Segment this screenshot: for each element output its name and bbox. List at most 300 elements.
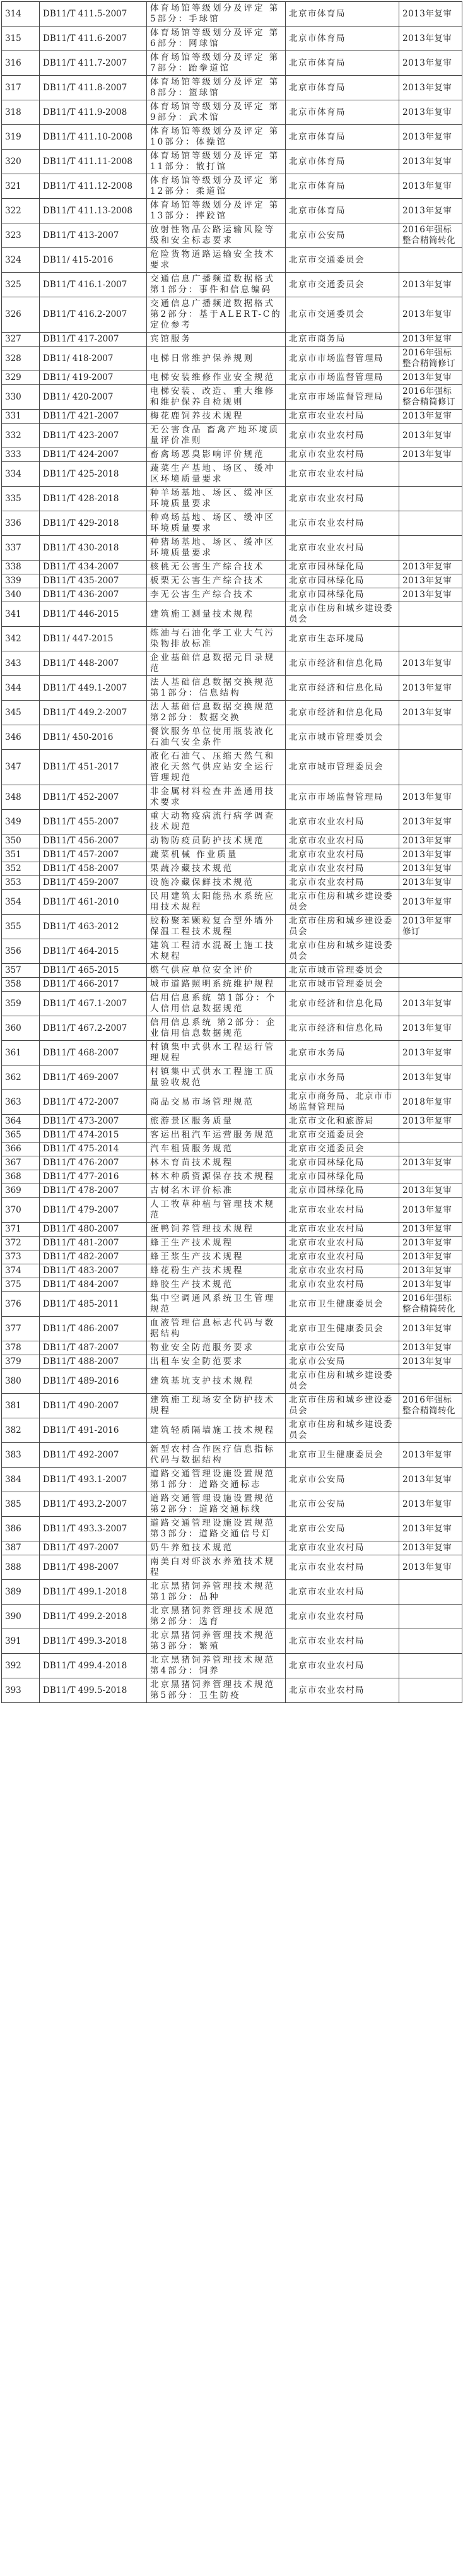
- remark-cell: [399, 462, 462, 487]
- standard-code-cell: DB11/T 493.2-2007: [40, 1492, 147, 1517]
- department-cell: 北京市农业农村局: [286, 1555, 399, 1580]
- standard-name-cell: 炼油与石油化学工业大气污染物排放标准: [147, 627, 286, 651]
- standard-name-cell: 奶牛养殖技术规范: [147, 1541, 286, 1555]
- row-number-cell: 332: [2, 424, 40, 448]
- department-cell: 北京市园林绿化局: [286, 561, 399, 574]
- standard-code-cell: DB11/T 423-2007: [40, 424, 147, 448]
- row-number-cell: 375: [2, 1278, 40, 1292]
- row-number-cell: 390: [2, 1605, 40, 1629]
- row-number-cell: 319: [2, 125, 40, 150]
- table-row: [2, 487, 462, 511]
- department-cell: 北京市农业农村局: [286, 1629, 399, 1654]
- department-cell: 北京市农业农村局: [286, 1654, 399, 1678]
- table-row: [2, 1492, 462, 1517]
- remark-cell: [399, 1654, 462, 1678]
- standard-code-cell: DB11/T 486-2007: [40, 1317, 147, 1341]
- remark-cell: 2013年复审: [399, 862, 462, 876]
- department-cell: 北京市体育局: [286, 125, 399, 150]
- remark-cell: 2013年复审: [399, 992, 462, 1016]
- table-row: [2, 1264, 462, 1278]
- standard-code-cell: DB11/ 447-2015: [40, 627, 147, 651]
- row-number-cell: 351: [2, 848, 40, 862]
- table-row: [2, 1016, 462, 1041]
- standard-code-cell: DB11/T 417-2007: [40, 333, 147, 347]
- row-number-cell: 334: [2, 462, 40, 487]
- standard-code-cell: DB11/T 466-2017: [40, 978, 147, 992]
- row-number-cell: 385: [2, 1492, 40, 1517]
- standard-code-cell: DB11/T 482-2007: [40, 1250, 147, 1264]
- table-row: [2, 385, 462, 410]
- remark-cell: 2013年复审: [399, 848, 462, 862]
- standard-name-cell: 北京黑猪饲养管理技术规范 第4部分：饲养: [147, 1654, 286, 1678]
- remark-cell: 2013年复审: [399, 1341, 462, 1355]
- table-row: [2, 876, 462, 890]
- standard-code-cell: DB11/T 411.5-2007: [40, 2, 147, 27]
- table-row: [2, 1292, 462, 1317]
- row-number-cell: 353: [2, 876, 40, 890]
- department-cell: 北京市农业农村局: [286, 424, 399, 448]
- row-number-cell: 381: [2, 1394, 40, 1418]
- row-number-cell: 315: [2, 27, 40, 51]
- department-cell: 北京市农业农村局: [286, 487, 399, 511]
- department-cell: 北京市市场监督管理局: [286, 785, 399, 810]
- department-cell: 北京市园林绿化局: [286, 574, 399, 588]
- row-number-cell: 350: [2, 834, 40, 848]
- standard-code-cell: DB11/T 425-2018: [40, 462, 147, 487]
- remark-cell: 2013年复审: [399, 1443, 462, 1468]
- table-row: [2, 1443, 462, 1468]
- remark-cell: [399, 1678, 462, 1703]
- department-cell: 北京市园林绿化局: [286, 588, 399, 602]
- table-row: [2, 785, 462, 810]
- standard-code-cell: DB11/T 472-2007: [40, 1090, 147, 1115]
- standard-code-cell: DB11/T 492-2007: [40, 1443, 147, 1468]
- standard-name-cell: 新型农村合作医疗信息指标代码与数据结构: [147, 1443, 286, 1468]
- standard-name-cell: 旅游景区服务质量: [147, 1115, 286, 1129]
- table-row: [2, 1223, 462, 1237]
- remark-cell: 2016年强标整合精简修订: [399, 385, 462, 410]
- row-number-cell: 371: [2, 1223, 40, 1237]
- remark-cell: 2013年复审: [399, 588, 462, 602]
- row-number-cell: 355: [2, 915, 40, 939]
- standard-code-cell: DB11/T 458-2007: [40, 862, 147, 876]
- row-number-cell: 372: [2, 1237, 40, 1250]
- department-cell: 北京市文化和旅游局: [286, 1115, 399, 1129]
- row-number-cell: 327: [2, 333, 40, 347]
- table-row: [2, 1678, 462, 1703]
- row-number-cell: 349: [2, 810, 40, 834]
- department-cell: 北京市园林绿化局: [286, 1170, 399, 1184]
- remark-cell: 2013年复审: [399, 125, 462, 150]
- remark-cell: [399, 511, 462, 536]
- standard-code-cell: DB11/T 448-2007: [40, 651, 147, 676]
- row-number-cell: 382: [2, 1418, 40, 1443]
- department-cell: 北京市住房和城乡建设委员会: [286, 939, 399, 964]
- department-cell: 北京市交通委员会: [286, 273, 399, 297]
- remark-cell: 2013年复审: [399, 561, 462, 574]
- remark-cell: 2013年复审: [399, 574, 462, 588]
- department-cell: 北京市市场监督管理局: [286, 385, 399, 410]
- row-number-cell: 389: [2, 1580, 40, 1605]
- row-number-cell: 373: [2, 1250, 40, 1264]
- row-number-cell: 374: [2, 1264, 40, 1278]
- standard-code-cell: DB11/T 429-2018: [40, 511, 147, 536]
- table-row: [2, 150, 462, 174]
- standard-code-cell: DB11/T 473-2007: [40, 1115, 147, 1129]
- standard-code-cell: DB11/T 416.2-2007: [40, 297, 147, 333]
- row-number-cell: 337: [2, 536, 40, 561]
- row-number-cell: 328: [2, 347, 40, 371]
- table-row: [2, 574, 462, 588]
- department-cell: 北京市农业农村局: [286, 810, 399, 834]
- standard-name-cell: 道路交通管理设施设置规范 第1部分：道路交通标志: [147, 1468, 286, 1492]
- standard-name-cell: 动物防疫员防护技术规范: [147, 834, 286, 848]
- standard-code-cell: DB11/ 415-2016: [40, 248, 147, 273]
- department-cell: 北京市体育局: [286, 150, 399, 174]
- department-cell: 北京市交通委员会: [286, 1129, 399, 1143]
- table-row: [2, 588, 462, 602]
- row-number-cell: 335: [2, 487, 40, 511]
- table-row: [2, 978, 462, 992]
- row-number-cell: 378: [2, 1341, 40, 1355]
- table-row: [2, 536, 462, 561]
- table-row: [2, 834, 462, 848]
- standard-name-cell: 北京黑猪饲养管理技术规范 第1部分：品种: [147, 1580, 286, 1605]
- standard-code-cell: DB11/T 449.2-2007: [40, 701, 147, 725]
- standard-name-cell: 民用建筑太阳能热水系统应用技术规程: [147, 890, 286, 915]
- standard-code-cell: DB11/T 411.8-2007: [40, 76, 147, 100]
- department-cell: 北京市住房和城乡建设委员会: [286, 1369, 399, 1394]
- department-cell: 北京市体育局: [286, 27, 399, 51]
- row-number-cell: 362: [2, 1065, 40, 1090]
- row-number-cell: 333: [2, 448, 40, 462]
- standard-code-cell: DB11/T 430-2018: [40, 536, 147, 561]
- table-row: [2, 627, 462, 651]
- row-number-cell: 340: [2, 588, 40, 602]
- standard-name-cell: 城市道路照明系统维护规程: [147, 978, 286, 992]
- remark-cell: 2013年复审: [399, 27, 462, 51]
- remark-cell: 2013年复审: [399, 1355, 462, 1369]
- standard-code-cell: DB11/T 411.13-2008: [40, 199, 147, 223]
- remark-cell: 2013年复审: [399, 424, 462, 448]
- department-cell: 北京市市场监督管理局: [286, 347, 399, 371]
- department-cell: 北京市水务局: [286, 1041, 399, 1065]
- table-row: [2, 561, 462, 574]
- standard-code-cell: DB11/T 446-2015: [40, 602, 147, 627]
- table-row: [2, 1278, 462, 1292]
- remark-cell: 2013年复审: [399, 1278, 462, 1292]
- department-cell: 北京市农业农村局: [286, 848, 399, 862]
- table-row: [2, 273, 462, 297]
- standard-name-cell: 信用信息系统 第1部分：个人信用信息数据规范: [147, 992, 286, 1016]
- standard-name-cell: 法人基础信息数据交换规范 第1部分：信息结构: [147, 676, 286, 701]
- table-row: [2, 651, 462, 676]
- remark-cell: 2013年复审: [399, 76, 462, 100]
- remark-cell: [399, 1369, 462, 1394]
- department-cell: 北京市经济和信息化局: [286, 651, 399, 676]
- table-row: [2, 992, 462, 1016]
- remark-cell: 2013年复审: [399, 448, 462, 462]
- row-number-cell: 329: [2, 371, 40, 385]
- standards-table: [1, 1, 462, 1703]
- row-number-cell: 393: [2, 1678, 40, 1703]
- table-row: [2, 1317, 462, 1341]
- department-cell: 北京市城市管理委员会: [286, 978, 399, 992]
- row-number-cell: 377: [2, 1317, 40, 1341]
- remark-cell: 2013年复审: [399, 834, 462, 848]
- department-cell: 北京市园林绿化局: [286, 1184, 399, 1198]
- department-cell: 北京市商务局、北京市市场监督管理局: [286, 1090, 399, 1115]
- standard-name-cell: 建筑施工现场安全防护技术规程: [147, 1394, 286, 1418]
- row-number-cell: 366: [2, 1143, 40, 1156]
- standard-code-cell: DB11/T 499.3-2018: [40, 1629, 147, 1654]
- remark-cell: [399, 1605, 462, 1629]
- standards-table-body: [2, 2, 462, 1703]
- department-cell: 北京市农业农村局: [286, 1541, 399, 1555]
- department-cell: 北京市体育局: [286, 76, 399, 100]
- remark-cell: 2016年强标整合精简修订: [399, 347, 462, 371]
- row-number-cell: 354: [2, 890, 40, 915]
- standard-name-cell: 重大动物疫病流行病学调查技术规范: [147, 810, 286, 834]
- department-cell: 北京市公安局: [286, 1355, 399, 1369]
- standard-name-cell: 果蔬冷藏技术规范: [147, 862, 286, 876]
- table-row: [2, 174, 462, 199]
- remark-cell: 2016年强标整合精简转化: [399, 223, 462, 248]
- standard-name-cell: 液化石油气、压缩天然气和液化天然气供应站安全运行管理规范: [147, 750, 286, 785]
- row-number-cell: 322: [2, 199, 40, 223]
- standard-name-cell: 法人基础信息数据交换规范 第2部分：数据交换: [147, 701, 286, 725]
- department-cell: 北京市体育局: [286, 174, 399, 199]
- department-cell: 北京市农业农村局: [286, 1250, 399, 1264]
- remark-cell: 2013年复审: [399, 297, 462, 333]
- department-cell: 北京市农业农村局: [286, 834, 399, 848]
- row-number-cell: 391: [2, 1629, 40, 1654]
- department-cell: 北京市经济和信息化局: [286, 992, 399, 1016]
- department-cell: 北京市住房和城乡建设委员会: [286, 602, 399, 627]
- row-number-cell: 357: [2, 964, 40, 978]
- standard-code-cell: DB11/T 411.10-2008: [40, 125, 147, 150]
- row-number-cell: 330: [2, 385, 40, 410]
- remark-cell: 2013年复审: [399, 1237, 462, 1250]
- standard-name-cell: 种猪场基地、场区、缓冲区环境质量要求: [147, 536, 286, 561]
- remark-cell: [399, 536, 462, 561]
- row-number-cell: 376: [2, 1292, 40, 1317]
- row-number-cell: 339: [2, 574, 40, 588]
- remark-cell: 2013年复审: [399, 273, 462, 297]
- remark-cell: 2013年复审: [399, 1468, 462, 1492]
- row-number-cell: 392: [2, 1654, 40, 1678]
- table-row: [2, 1250, 462, 1264]
- standard-name-cell: 体育场馆等级划分及评定 第8部分：篮球馆: [147, 76, 286, 100]
- standard-code-cell: DB11/T 499.4-2018: [40, 1654, 147, 1678]
- row-number-cell: 341: [2, 602, 40, 627]
- department-cell: 北京市卫生健康委员会: [286, 1292, 399, 1317]
- standard-name-cell: 餐饮服务单位使用瓶装液化石油气安全条件: [147, 725, 286, 750]
- table-row: [2, 100, 462, 125]
- department-cell: 北京市住房和城乡建设委员会: [286, 890, 399, 915]
- remark-cell: 2013年复审: [399, 701, 462, 725]
- standard-code-cell: DB11/T 463-2012: [40, 915, 147, 939]
- standard-code-cell: DB11/ 450-2016: [40, 725, 147, 750]
- standard-name-cell: 体育场馆等级划分及评定 第11部分：散打馆: [147, 150, 286, 174]
- row-number-cell: 348: [2, 785, 40, 810]
- standard-name-cell: 北京黑猪饲养管理技术规范 第5部分：卫生防疫: [147, 1678, 286, 1703]
- standard-name-cell: 南美白对虾淡水养殖技术规程: [147, 1555, 286, 1580]
- table-row: [2, 448, 462, 462]
- standard-code-cell: DB11/T 465-2015: [40, 964, 147, 978]
- row-number-cell: 370: [2, 1198, 40, 1223]
- table-row: [2, 1394, 462, 1418]
- standard-name-cell: 信用信息系统 第2部分：企业信用信息数据规范: [147, 1016, 286, 1041]
- standard-code-cell: DB11/T 413-2007: [40, 223, 147, 248]
- standard-name-cell: 宾馆服务: [147, 333, 286, 347]
- row-number-cell: 321: [2, 174, 40, 199]
- department-cell: 北京市农业农村局: [286, 1605, 399, 1629]
- table-row: [2, 939, 462, 964]
- table-row: [2, 915, 462, 939]
- remark-cell: [399, 487, 462, 511]
- department-cell: 北京市城市管理委员会: [286, 725, 399, 750]
- standard-code-cell: DB11/T 411.11-2008: [40, 150, 147, 174]
- standard-name-cell: 林木种质资源保存技术规程: [147, 1170, 286, 1184]
- department-cell: 北京市农业农村局: [286, 1678, 399, 1703]
- standard-name-cell: 商品交易市场管理规范: [147, 1090, 286, 1115]
- standard-name-cell: 体育场馆等级划分及评定 第5部分：手球馆: [147, 2, 286, 27]
- department-cell: 北京市住房和城乡建设委员会: [286, 1394, 399, 1418]
- table-row: [2, 1184, 462, 1198]
- row-number-cell: 331: [2, 410, 40, 424]
- department-cell: 北京市农业农村局: [286, 448, 399, 462]
- table-row: [2, 1143, 462, 1156]
- remark-cell: [399, 1143, 462, 1156]
- department-cell: 北京市农业农村局: [286, 1198, 399, 1223]
- remark-cell: [399, 1129, 462, 1143]
- row-number-cell: 325: [2, 273, 40, 297]
- row-number-cell: 336: [2, 511, 40, 536]
- standard-code-cell: DB11/T 411.12-2008: [40, 174, 147, 199]
- standard-name-cell: 建筑轻质隔墙施工技术规程: [147, 1418, 286, 1443]
- department-cell: 北京市生态环境局: [286, 627, 399, 651]
- standard-name-cell: 燃气供应单位安全评价: [147, 964, 286, 978]
- standard-code-cell: DB11/T 455-2007: [40, 810, 147, 834]
- table-row: [2, 676, 462, 701]
- remark-cell: 2013年复审: [399, 1156, 462, 1170]
- remark-cell: 2013年复审: [399, 199, 462, 223]
- table-row: [2, 248, 462, 273]
- department-cell: 北京市农业农村局: [286, 462, 399, 487]
- row-number-cell: 379: [2, 1355, 40, 1369]
- table-row: [2, 1555, 462, 1580]
- remark-cell: 2013年复审: [399, 100, 462, 125]
- row-number-cell: 318: [2, 100, 40, 125]
- row-number-cell: 387: [2, 1541, 40, 1555]
- standard-name-cell: 非金属材料检查井盖通用技术要求: [147, 785, 286, 810]
- table-row: [2, 1237, 462, 1250]
- department-cell: 北京市经济和信息化局: [286, 676, 399, 701]
- table-row: [2, 810, 462, 834]
- table-row: [2, 1468, 462, 1492]
- standard-code-cell: DB11/ 420-2007: [40, 385, 147, 410]
- standard-name-cell: 蜂王生产技术规程: [147, 1237, 286, 1250]
- department-cell: 北京市住房和城乡建设委员会: [286, 1418, 399, 1443]
- standard-name-cell: 出租车安全防范要求: [147, 1355, 286, 1369]
- standard-code-cell: DB11/T 478-2007: [40, 1184, 147, 1198]
- remark-cell: 2013年复审: [399, 1016, 462, 1041]
- remark-cell: 2013年复审: [399, 333, 462, 347]
- standard-name-cell: 蔬菜生产基地、场区、缓冲区环境质量要求: [147, 462, 286, 487]
- standard-name-cell: 血液管理信息标志代码与数据结构: [147, 1317, 286, 1341]
- standard-code-cell: DB11/T 491-2016: [40, 1418, 147, 1443]
- standard-code-cell: DB11/T 428-2018: [40, 487, 147, 511]
- row-number-cell: 356: [2, 939, 40, 964]
- standard-code-cell: DB11/T 457-2007: [40, 848, 147, 862]
- department-cell: 北京市经济和信息化局: [286, 1016, 399, 1041]
- standard-name-cell: 核桃无公害生产综合技术: [147, 561, 286, 574]
- remark-cell: [399, 725, 462, 750]
- table-row: [2, 1129, 462, 1143]
- row-number-cell: 326: [2, 297, 40, 333]
- row-number-cell: 388: [2, 1555, 40, 1580]
- standard-code-cell: DB11/T 467.1-2007: [40, 992, 147, 1016]
- department-cell: 北京市卫生健康委员会: [286, 1443, 399, 1468]
- standard-name-cell: 物业安全防范服务要求: [147, 1341, 286, 1355]
- table-row: [2, 2, 462, 27]
- department-cell: 北京市农业农村局: [286, 862, 399, 876]
- table-row: [2, 1341, 462, 1355]
- standard-name-cell: 蜂胶生产技术规范: [147, 1278, 286, 1292]
- row-number-cell: 358: [2, 978, 40, 992]
- standard-code-cell: DB11/T 416.1-2007: [40, 273, 147, 297]
- standard-name-cell: 李无公害生产综合技术: [147, 588, 286, 602]
- table-row: [2, 1041, 462, 1065]
- table-row: [2, 223, 462, 248]
- table-row: [2, 199, 462, 223]
- standard-name-cell: 交通信息广播频道数据格式 第2部分：基于ALERT-C的定位参考: [147, 297, 286, 333]
- remark-cell: 2013年复审: [399, 1517, 462, 1541]
- standard-code-cell: DB11/T 411.6-2007: [40, 27, 147, 51]
- table-row: [2, 76, 462, 100]
- remark-cell: [399, 1580, 462, 1605]
- standard-name-cell: 体育场馆等级划分及评定 第13部分：摔跤馆: [147, 199, 286, 223]
- remark-cell: 2013年复审: [399, 1198, 462, 1223]
- department-cell: 北京市农业农村局: [286, 1278, 399, 1292]
- row-number-cell: 359: [2, 992, 40, 1016]
- standard-name-cell: 种羊场基地、场区、缓冲区环境质量要求: [147, 487, 286, 511]
- table-row: [2, 602, 462, 627]
- table-row: [2, 1355, 462, 1369]
- department-cell: 北京市商务局: [286, 333, 399, 347]
- table-row: [2, 1198, 462, 1223]
- row-number-cell: 342: [2, 627, 40, 651]
- standard-code-cell: DB11/T 411.7-2007: [40, 51, 147, 76]
- standard-name-cell: 蛋鸭饲养管理技术规程: [147, 1223, 286, 1237]
- remark-cell: 2013年复审: [399, 1041, 462, 1065]
- standard-code-cell: DB11/T 424-2007: [40, 448, 147, 462]
- standard-code-cell: DB11/T 434-2007: [40, 561, 147, 574]
- standard-name-cell: 蔬菜机械 作业质量: [147, 848, 286, 862]
- table-row: [2, 347, 462, 371]
- standard-name-cell: 村镇集中式供水工程运行管理规程: [147, 1041, 286, 1065]
- standard-name-cell: 电梯日常维护保养规则: [147, 347, 286, 371]
- remark-cell: [399, 939, 462, 964]
- row-number-cell: 344: [2, 676, 40, 701]
- department-cell: 北京市城市管理委员会: [286, 750, 399, 785]
- table-row: [2, 511, 462, 536]
- standard-name-cell: 放射性物品公路运输风险等级和安全标志要求: [147, 223, 286, 248]
- standard-name-cell: 体育场馆等级划分及评定 第9部分：武术馆: [147, 100, 286, 125]
- row-number-cell: 320: [2, 150, 40, 174]
- table-row: [2, 1654, 462, 1678]
